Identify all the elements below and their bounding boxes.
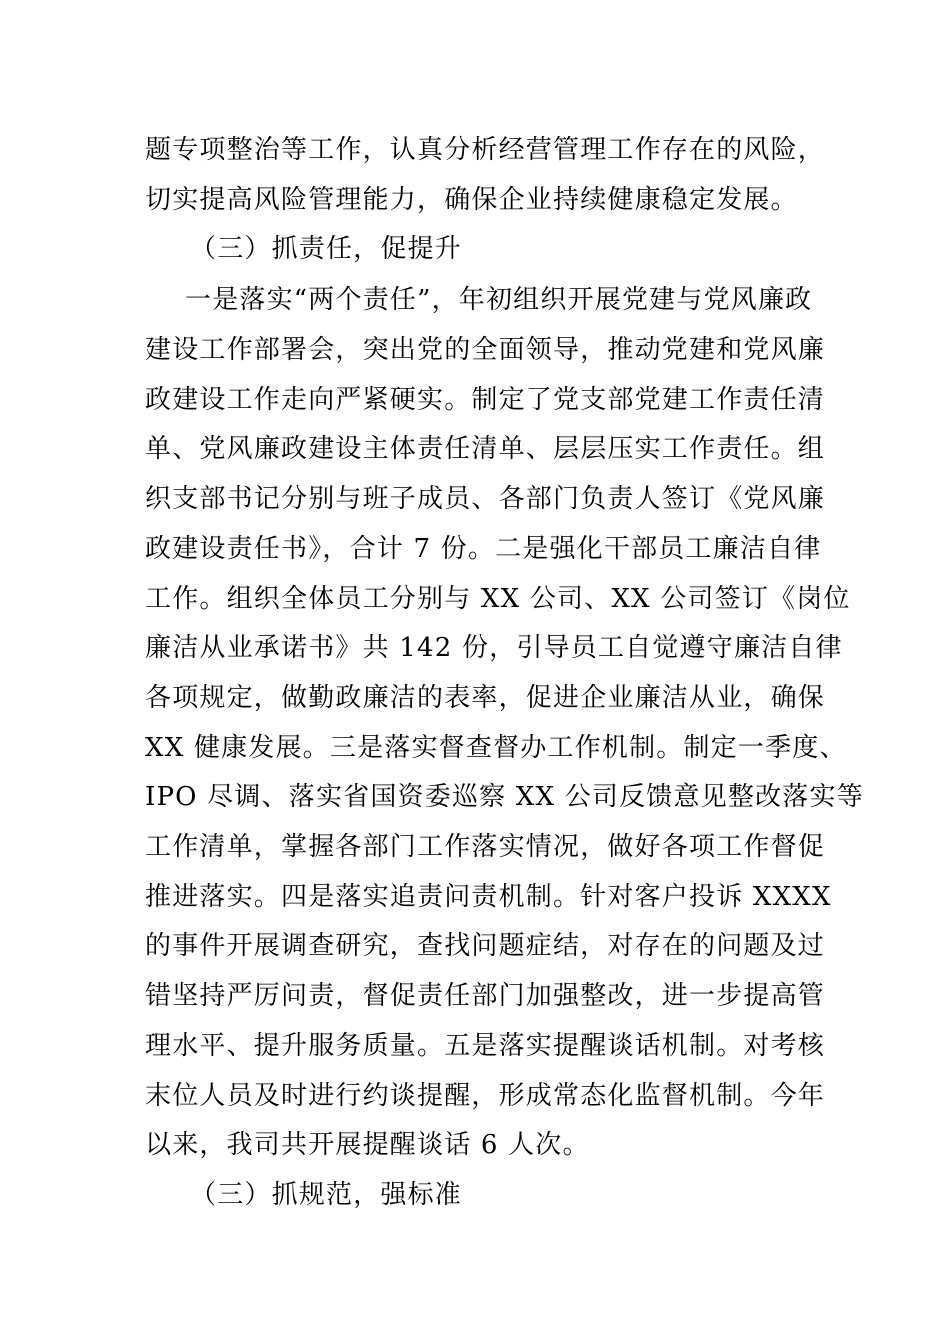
body-line: 工作清单，掌握各部门工作落实情况，做好各项工作督促: [145, 832, 826, 862]
body-line: 政建设责任书》，合计 7 份。二是强化干部员工廉洁自律: [145, 534, 822, 564]
body-line: 建设工作部署会，突出党的全面领导，推动党建和党风廉: [145, 335, 826, 365]
body-line: 切实提高风险管理能力，确保企业持续健康稳定发展。: [145, 185, 798, 215]
body-line: 廉洁从业承诺书》共 142 份，引导员工自觉遵守廉洁自律: [145, 633, 843, 663]
body-line: 理水平、提升服务质量。五是落实提醒谈话机制。对考核: [145, 1031, 826, 1061]
body-line: 推进落实。四是落实追责问责机制。针对客户投诉 XXXX: [145, 882, 832, 912]
body-line: 织支部书记分别与班子成员、各部门负责人签订《党风廉: [145, 484, 826, 514]
body-line: 的事件开展调查研究，查找问题症结，对存在的问题及过: [145, 931, 826, 961]
body-line: 一是落实“两个责任”，年初组织开展党建与党风廉政: [185, 285, 813, 315]
body-line: 各项规定，做勤政廉洁的表率，促进企业廉洁从业，确保: [145, 683, 826, 713]
body-line: 以来，我司共开展提醒谈话 6 人次。: [145, 1130, 590, 1160]
section-heading: （三）抓规范，强标准: [190, 1180, 463, 1210]
body-line: 错坚持严厉问责，督促责任部门加强整改，进一步提高管: [145, 981, 826, 1011]
body-line: 末位人员及时进行约谈提醒，形成常态化监督机制。今年: [145, 1081, 826, 1111]
body-line: 工作。组织全体员工分别与 XX 公司、XX 公司签订《岗位: [145, 584, 851, 614]
body-line: 单、党风廉政建设主体责任清单、层层压实工作责任。组: [145, 434, 826, 464]
body-line: 政建设工作走向严紧硬实。制定了党支部党建工作责任清: [145, 385, 826, 415]
body-line: IPO 尽调、落实省国资委巡察 XX 公司反馈意见整改落实等: [145, 782, 864, 812]
body-line: 题专项整治等工作，认真分析经营管理工作存在的风险，: [145, 135, 826, 165]
section-heading: （三）抓责任，促提升: [190, 234, 463, 264]
body-line: XX 健康发展。三是落实督查督办工作机制。制定一季度、: [145, 733, 847, 763]
